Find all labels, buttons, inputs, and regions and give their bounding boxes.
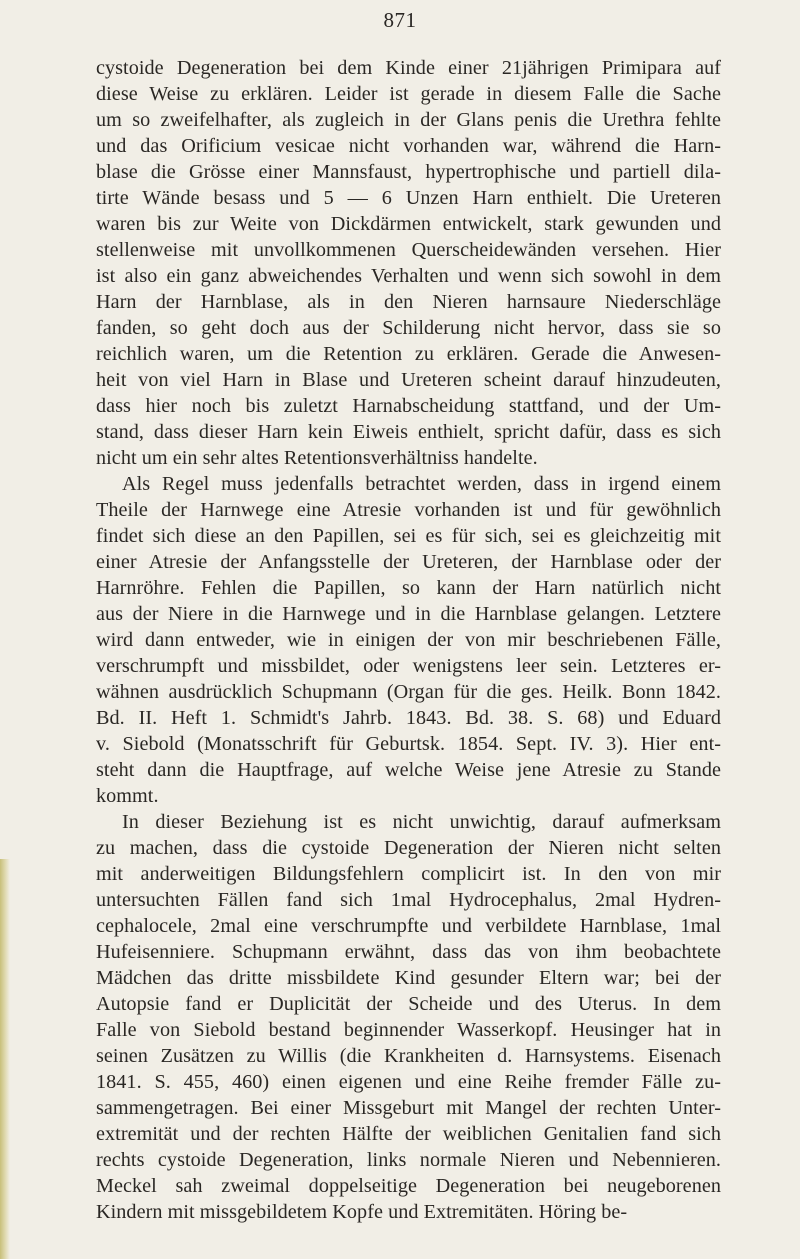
text-line: blase die Grösse einer Mannsfaust, hypertrophische und partiell dila- [96, 161, 721, 183]
text-line: Harnröhre. Fehlen die Papillen, so kann der Harn natürlich nicht [96, 577, 721, 599]
text-line: stellenweise mit unvollkommenen Querscheidewänden versehen. Hier [96, 239, 721, 261]
text-line: wird dann entweder, wie in einigen der von mir beschriebenen Fälle, [96, 629, 721, 651]
text-line: Falle von Siebold bestand beginnender Wasserkopf. Heusinger hat in [96, 1019, 721, 1041]
text-line: cystoide Degeneration bei dem Kinde einer 21jährigen Primipara auf [96, 57, 721, 79]
text-line: v. Siebold (Monatsschrift für Geburtsk. 1854. Sept. IV. 3). Hier ent- [96, 733, 721, 755]
text-line: kommt. [96, 785, 159, 807]
text-line: rechts cystoide Degeneration, links normale Nieren und Nebennieren. [96, 1149, 721, 1171]
text-line: reichlich waren, um die Retention zu erklären. Gerade die Anwesen- [96, 343, 721, 365]
text-line: mit anderweitigen Bildungsfehlern complicirt ist. In den von mir [96, 863, 721, 885]
text-line: tirte Wände besass und 5 — 6 Unzen Harn enthielt. Die Ureteren [96, 187, 721, 209]
text-line: sammengetragen. Bei einer Missgeburt mit Mangel der rechten Unter- [96, 1097, 721, 1119]
text-line: Meckel sah zweimal doppelseitige Degeneration bei neugeborenen [96, 1175, 721, 1197]
text-line: In dieser Beziehung ist es nicht unwichtig, darauf aufmerksam [122, 811, 721, 833]
text-line: fanden, so geht doch aus der Schilderung nicht hervor, dass sie so [96, 317, 721, 339]
text-line: Autopsie fand er Duplicität der Scheide und des Uterus. In dem [96, 993, 721, 1015]
page-edge-shadow [0, 859, 10, 1259]
text-line: waren bis zur Weite von Dickdärmen entwickelt, stark gewunden und [96, 213, 721, 235]
text-line: Kindern mit missgebildetem Kopfe und Extremitäten. Höring be- [96, 1201, 628, 1223]
text-line: seinen Zusätzen zu Willis (die Krankheiten d. Harnsystems. Eisenach [96, 1045, 721, 1067]
text-line: verschrumpft und missbildet, oder wenigstens leer sein. Letzteres er- [96, 655, 721, 677]
text-line: wähnen ausdrücklich Schupmann (Organ für die ges. Heilk. Bonn 1842. [96, 681, 721, 703]
text-line: diese Weise zu erklären. Leider ist gerade in diesem Falle die Sache [96, 83, 721, 105]
text-line: Theile der Harnwege eine Atresie vorhanden ist und für gewöhnlich [96, 499, 721, 521]
text-line: zu machen, dass die cystoide Degeneration der Nieren nicht selten [96, 837, 721, 859]
text-line: cephalocele, 2mal eine verschrumpfte und verbildete Harnblase, 1mal [96, 915, 721, 937]
text-line: nicht um ein sehr altes Retentionsverhältniss handelte. [96, 447, 538, 469]
text-line: heit von viel Harn in Blase und Ureteren scheint darauf hinzudeuten, [96, 369, 721, 391]
text-line: einer Atresie der Anfangsstelle der Ureteren, der Harnblase oder der [96, 551, 721, 573]
paragraph [96, 471, 721, 809]
text-line: aus der Niere in die Harnwege und in die Harnblase gelangen. Letztere [96, 603, 721, 625]
text-line: und das Orificium vesicae nicht vorhanden war, während die Harn- [96, 135, 721, 157]
text-line: dass hier noch bis zuletzt Harnabscheidung stattfand, und der Um- [96, 395, 721, 417]
page-number: 871 [383, 8, 417, 32]
text-line: findet sich diese an den Papillen, sei es für sich, sei es gleichzeitig mit [96, 525, 721, 547]
text-line: steht dann die Hauptfrage, auf welche Weise jene Atresie zu Stande [96, 759, 721, 781]
text-line: ist also ein ganz abweichendes Verhalten und wenn sich sowohl in dem [96, 265, 721, 287]
text-line: stand, dass dieser Harn kein Eiweis enthielt, spricht dafür, dass es sich [96, 421, 721, 443]
paragraph [96, 809, 721, 1225]
paragraph [96, 55, 721, 471]
text-line: 1841. S. 455, 460) einen eigenen und eine Reihe fremder Fälle zu- [96, 1071, 721, 1093]
text-line: Hufeisenniere. Schupmann erwähnt, dass das von ihm beobachtete [96, 941, 721, 963]
text-line: Harn der Harnblase, als in den Nieren harnsaure Niederschläge [96, 291, 721, 313]
text-body [96, 55, 721, 1225]
text-line: Als Regel muss jedenfalls betrachtet werden, dass in irgend einem [122, 473, 721, 495]
text-line: Bd. II. Heft 1. Schmidt's Jahrb. 1843. Bd. 38. S. 68) und Eduard [96, 707, 721, 729]
text-line: Mädchen das dritte missbildete Kind gesunder Eltern war; bei der [96, 967, 721, 989]
text-line: um so zweifelhafter, als zugleich in der Glans penis die Urethra fehlte [96, 109, 721, 131]
text-line: extremität und der rechten Hälfte der weiblichen Genitalien fand sich [96, 1123, 721, 1145]
text-line: untersuchten Fällen fand sich 1mal Hydrocephalus, 2mal Hydren- [96, 889, 721, 911]
